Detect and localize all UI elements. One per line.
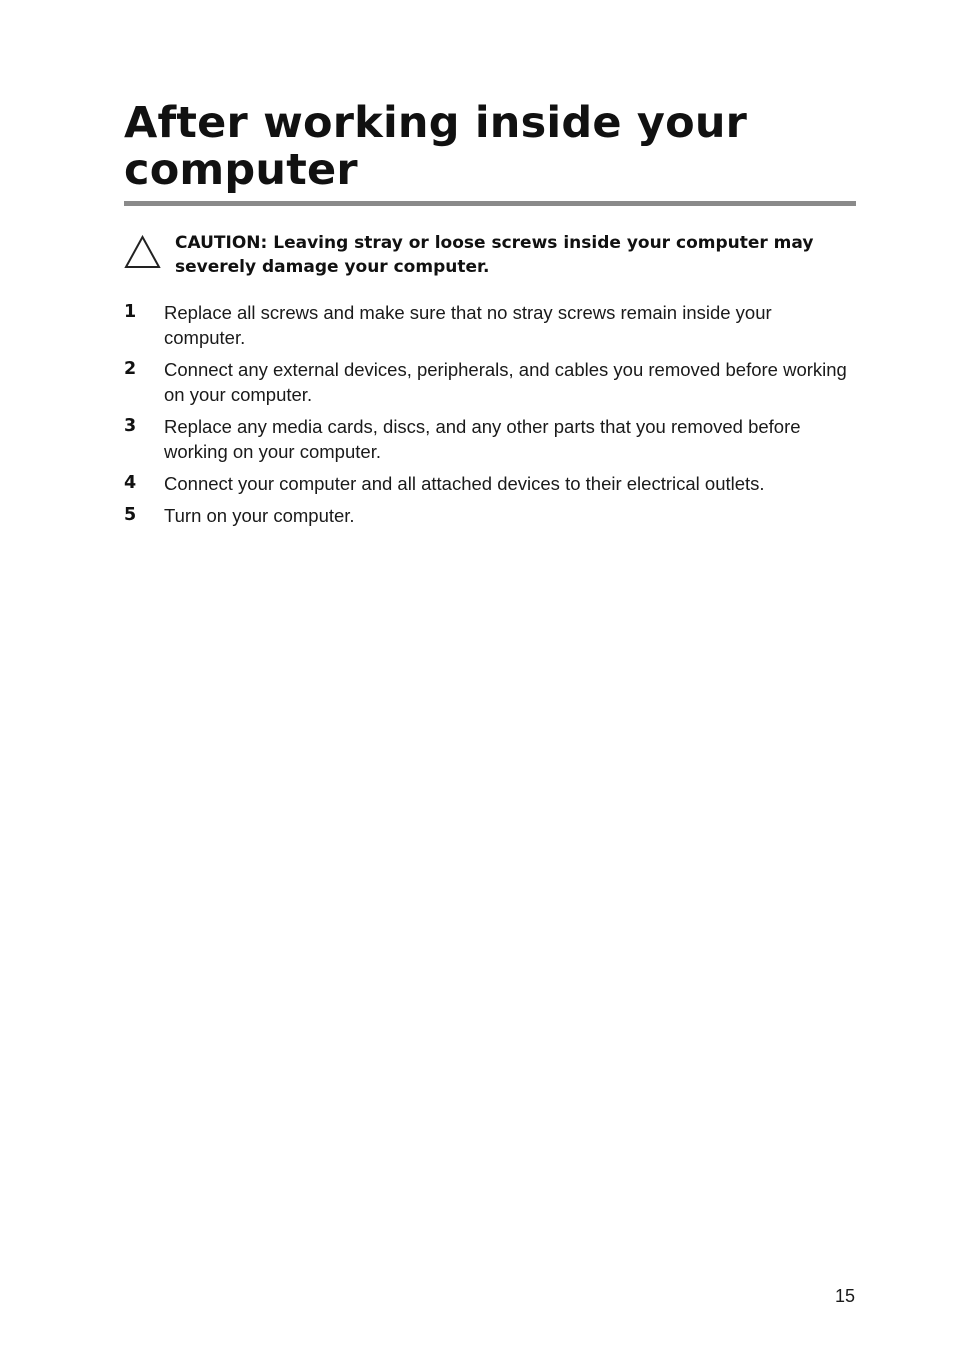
step-item <box>124 503 856 528</box>
steps-list <box>124 300 856 535</box>
step-item <box>124 414 856 464</box>
step-item <box>124 300 856 350</box>
step-text: Replace all screws and make sure that no stray screws remain inside your computer. <box>164 302 772 348</box>
step-number: 2 <box>124 359 137 379</box>
step-text: Turn on your computer. <box>164 505 355 526</box>
step-text: Replace any media cards, discs, and any other parts that you removed before working on your computer. <box>164 416 801 462</box>
step-number: 1 <box>124 302 137 322</box>
step-number: 4 <box>124 473 137 493</box>
caution-text: CAUTION: Leaving stray or loose screws inside your computer may severely damage your computer. <box>175 233 814 277</box>
page-title: After working inside your computer <box>124 98 748 195</box>
step-item <box>124 357 856 407</box>
step-text: Connect any external devices, peripherals, and cables you removed before working on your computer. <box>164 359 847 405</box>
title-divider <box>124 201 856 206</box>
step-number: 5 <box>124 505 137 525</box>
page-number: 15 <box>834 1286 855 1306</box>
step-item <box>124 471 856 496</box>
step-number: 3 <box>124 416 137 436</box>
warning-triangle-icon <box>124 235 161 269</box>
step-text: Connect your computer and all attached devices to their electrical outlets. <box>164 473 765 494</box>
